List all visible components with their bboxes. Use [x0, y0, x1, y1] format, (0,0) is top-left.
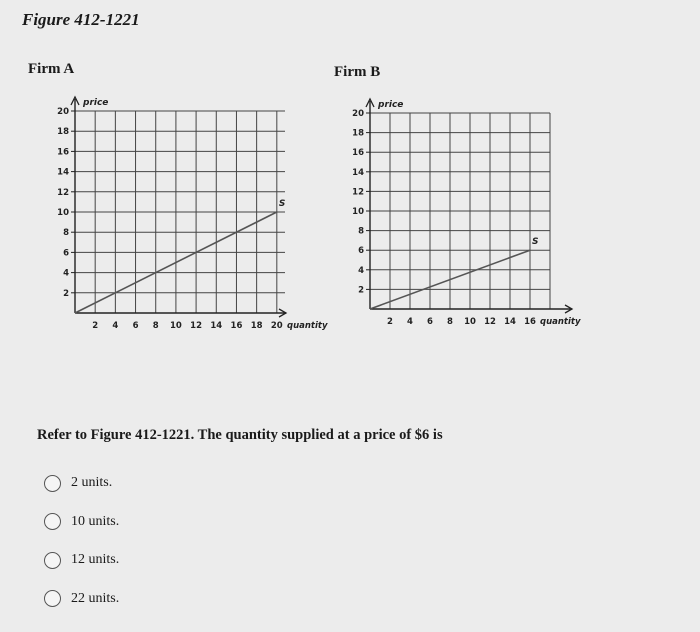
- firm-a-supply-chart: [40, 92, 330, 342]
- x-tick-label: 4: [112, 321, 119, 331]
- y-tick-label: 8: [358, 226, 364, 237]
- x-tick-label: 8: [447, 317, 453, 327]
- supply-curve-label: S: [278, 199, 286, 209]
- y-tick-label: 20: [352, 109, 364, 119]
- y-tick-label: 8: [63, 228, 69, 239]
- y-axis-title: price: [83, 98, 109, 108]
- x-tick-label: 12: [190, 321, 203, 331]
- x-axis-title: quantity: [287, 321, 328, 331]
- y-tick-label: 2: [63, 288, 69, 299]
- radio-button[interactable]: [44, 475, 61, 492]
- x-tick-label: 18: [250, 321, 263, 331]
- y-tick-label: 10: [57, 208, 69, 218]
- x-tick-label: 6: [132, 321, 139, 331]
- x-tick-label: 20: [270, 321, 283, 331]
- x-tick-label: 8: [152, 321, 159, 331]
- radio-button[interactable]: [44, 590, 61, 607]
- x-tick-label: 14: [210, 321, 223, 331]
- x-tick-label: 4: [407, 317, 413, 327]
- option-label: 12 units.: [71, 552, 120, 567]
- y-tick-label: 14: [352, 167, 364, 178]
- x-tick-label: 2: [387, 317, 393, 327]
- x-tick-label: 16: [524, 317, 536, 327]
- firm-b-supply-chart: [342, 97, 592, 347]
- x-tick-label: 10: [464, 317, 476, 327]
- y-tick-label: 6: [358, 246, 364, 257]
- x-axis-title: quantity: [540, 317, 581, 327]
- x-tick-label: 14: [504, 317, 516, 327]
- option-label: 2 units.: [71, 475, 113, 490]
- y-tick-label: 12: [352, 187, 364, 198]
- firm-b-label: Firm B: [334, 64, 381, 80]
- y-axis-title: price: [378, 100, 404, 110]
- supply-curve-label: S: [532, 237, 539, 248]
- y-tick-label: 2: [358, 285, 364, 296]
- y-tick-label: 18: [57, 127, 69, 138]
- y-tick-label: 4: [63, 268, 69, 279]
- y-tick-label: 20: [57, 107, 69, 117]
- figure-title: Figure 412-1221: [22, 10, 140, 29]
- question-text: Refer to Figure 412-1221. The quantity supplied at a price of $6 is: [37, 427, 443, 443]
- firm-a-label: Firm A: [28, 61, 75, 77]
- option-10-units[interactable]: [44, 511, 119, 533]
- option-2-units[interactable]: [44, 472, 119, 494]
- y-tick-label: 4: [358, 265, 364, 276]
- option-12-units[interactable]: [44, 549, 119, 571]
- option-label: 10 units.: [71, 513, 120, 529]
- x-tick-label: 12: [484, 317, 496, 327]
- x-tick-label: 6: [427, 317, 433, 327]
- y-tick-label: 16: [352, 148, 364, 159]
- radio-button[interactable]: [44, 552, 61, 569]
- y-tick-label: 6: [63, 248, 69, 259]
- x-tick-label: 2: [92, 321, 99, 331]
- answer-options: [44, 472, 119, 626]
- y-tick-label: 14: [57, 167, 69, 178]
- radio-button[interactable]: [44, 513, 61, 530]
- y-tick-label: 18: [352, 128, 364, 139]
- option-label: 22 units.: [71, 590, 120, 606]
- y-tick-label: 10: [352, 207, 364, 217]
- option-22-units[interactable]: [44, 588, 119, 610]
- y-tick-label: 12: [57, 187, 69, 198]
- x-tick-label: 16: [230, 321, 243, 331]
- x-tick-label: 10: [169, 321, 182, 331]
- y-tick-label: 16: [57, 147, 69, 158]
